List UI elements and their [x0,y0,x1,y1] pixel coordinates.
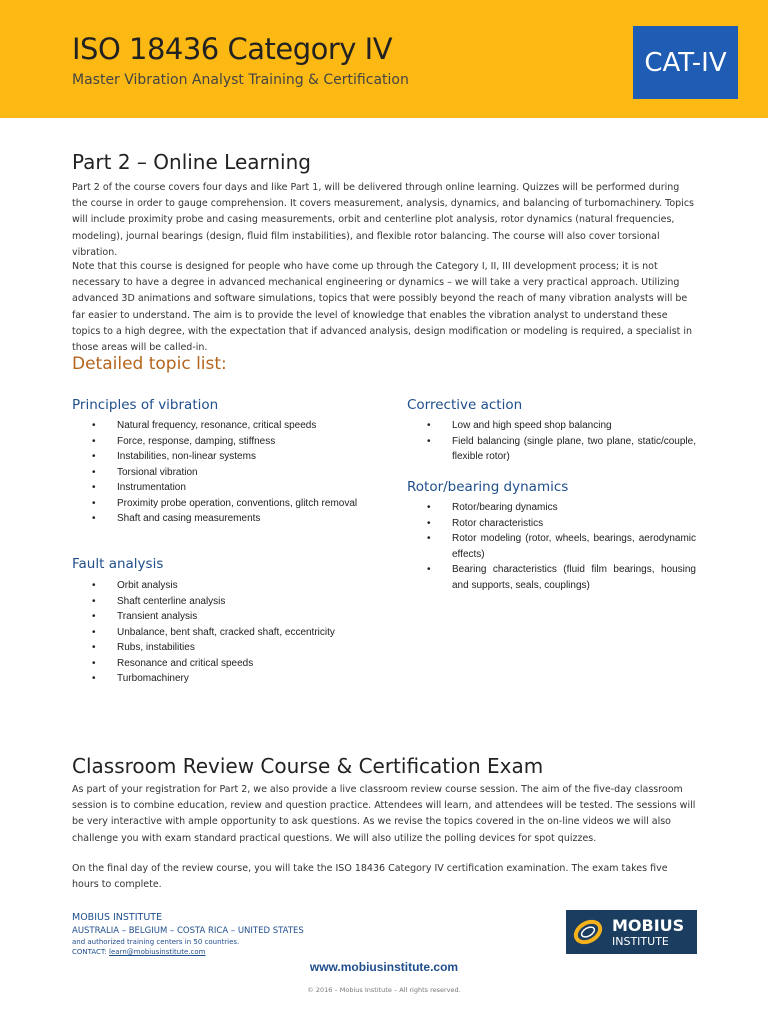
bullet-icon: • [92,451,96,462]
bullet-icon: • [92,673,96,684]
list-item-text: Transient analysis [117,611,198,622]
list-item-text: Natural frequency, resonance, critical speeds [117,420,317,431]
principles-heading: Principles of vibration [72,397,219,413]
list-item-text: Force, response, damping, stiffness [117,435,276,447]
mobius-ring-icon [570,914,606,950]
list-item-text: Bearing characteristics (fluid film bearings, housing and supports, seals, couplings) [452,564,696,591]
bullet-icon: • [92,580,96,591]
list-item-text: Torsional vibration [117,466,198,478]
classroom-paragraph-1: As part of your registration for Part 2, we also provide a live classroom review course session. The aim of the five-day classroom session is to combine education, review and question practice. Attendees will learn, and attendees will be tested. The sessions will be very interactive with ample opportunity to ask questions. As we revise the topics covered in the on-line videos we will also challenge you with exam standard practical questions. We will also utilize the polling devices for spot quizzes. [72,784,696,844]
bullet-icon: • [92,626,96,638]
list-item-text: Rubs, instabilities [117,642,195,653]
list-item-text: Instrumentation [117,482,186,493]
list-item-text: Shaft and casing measurements [117,513,261,524]
list-item-text: Unbalance, bent shaft, cracked shaft, eccentricity [117,626,335,638]
logo-text-mobius: MOBIUS [612,915,685,935]
classroom-paragraph-2: On the final day of the review course, you will take the ISO 18436 Category IV certification examination. The exam takes five hours to complete. [72,863,668,891]
list-item [92,578,362,594]
fault-list [92,578,362,687]
header-banner [0,0,768,118]
bullet-icon: • [427,420,431,431]
bullet-icon: • [92,420,96,431]
footer-centers: and authorized training centers in 50 countries. [72,938,240,946]
contact-label: CONTACT: [72,948,107,956]
bullet-icon: • [427,517,431,529]
list-item [92,671,362,687]
list-item [427,500,696,516]
list-item [92,511,362,527]
bullet-icon: • [92,611,96,622]
list-item [92,434,362,450]
mobius-logo [566,910,697,954]
fault-heading: Fault analysis [72,556,164,572]
list-item-text: Shaft centerline analysis [117,595,226,607]
rotor-list [427,500,696,593]
part2-heading: Part 2 – Online Learning [72,150,311,174]
bullet-icon: • [427,533,431,544]
list-item-text: Orbit analysis [117,580,178,591]
principles-list [92,418,362,527]
list-item-text: Rotor modeling (rotor, wheels, bearings, aerodynamic effects) [452,533,696,560]
list-item-text: Low and high speed shop balancing [452,420,612,431]
footer-countries: AUSTRALIA – BELGIUM – COSTA RICA – UNITED STATES [72,926,304,936]
list-item [92,418,362,434]
contact-email-link[interactable]: learn@mobiusinstitute.com [109,948,206,956]
list-item-text: Resonance and critical speeds [117,657,254,669]
rotor-heading: Rotor/bearing dynamics [407,479,569,495]
footer-contact [72,948,205,956]
bullet-icon: • [92,657,96,669]
list-item [427,418,696,434]
list-item [92,496,362,512]
list-item [92,640,362,656]
bullet-icon: • [92,466,96,478]
list-item-text: Instabilities, non-linear systems [117,451,256,462]
bullet-icon: • [92,435,96,447]
website-link[interactable]: www.mobiusinstitute.com [309,960,459,974]
bullet-icon: • [427,564,431,575]
list-item-text: Proximity probe operation, conventions, glitch removal [117,497,358,509]
part2-paragraph-1: Part 2 of the course covers four days and like Part 1, will be delivered through online learning. Quizzes will be performed during the course in order to gauge comprehension. It covers measurement, analysis, dynamics, and balancing of turbomachinery. Topics will include proximity probe and casing measurements, orbit and centerline plot analysis, rotor dynamics (natural frequencies, modeling), journal bearings (design, fluid film instabilities), and flexible rotor balancing. The course will also cover torsional vibration. [72,182,695,258]
list-item-text: Field balancing (single plane, two plane, static/couple, flexible rotor) [452,435,696,462]
classroom-heading: Classroom Review Course & Certification Exam [72,754,544,778]
copyright-notice: © 2016 – Mobius Institute – All rights reserved. [307,986,461,994]
page-title: ISO 18436 Category IV [72,32,393,66]
list-item [92,609,362,625]
bullet-icon: • [92,642,96,653]
bullet-icon: • [92,595,96,607]
category-badge: CAT-IV [633,26,738,99]
bullet-icon: • [92,513,96,524]
bullet-icon: • [427,502,431,513]
page-subtitle: Master Vibration Analyst Training & Certification [72,72,409,88]
corrective-list [427,418,696,465]
list-item-text: Rotor/bearing dynamics [452,502,558,513]
list-item [427,516,696,532]
list-item [427,434,696,465]
bullet-icon: • [92,482,96,493]
list-item [92,594,362,610]
list-item [427,562,696,593]
list-item [92,625,362,641]
bullet-icon: • [92,497,96,509]
logo-text-institute: INSTITUTE [612,934,669,948]
topic-list-heading: Detailed topic list: [72,354,227,374]
list-item [92,465,362,481]
list-item [427,531,696,562]
list-item [92,480,362,496]
bullet-icon: • [427,435,431,447]
list-item-text: Rotor characteristics [452,517,544,529]
list-item [92,449,362,465]
corrective-heading: Corrective action [407,397,523,413]
footer-org-name: MOBIUS INSTITUTE [72,912,163,923]
part2-paragraph-2: Note that this course is designed for people who have come up through the Category I, II, III development process; it is not necessary to have a degree in advanced mechanical engineering or dynamics – we will take a very practical approach. Utilizing advanced 3D animations and software simulations, topics that were possibly beyond the reach of many vibration analysts will be far easier to understand. The aim is to provide the level of knowledge that enables the vibration analyst to understand these topics to a high degree, with the expectation that if advanced analysis, design modification or modeling is required, a specialist in those areas will be called-in. [72,261,693,354]
list-item [92,656,362,672]
list-item-text: Turbomachinery [117,673,189,684]
